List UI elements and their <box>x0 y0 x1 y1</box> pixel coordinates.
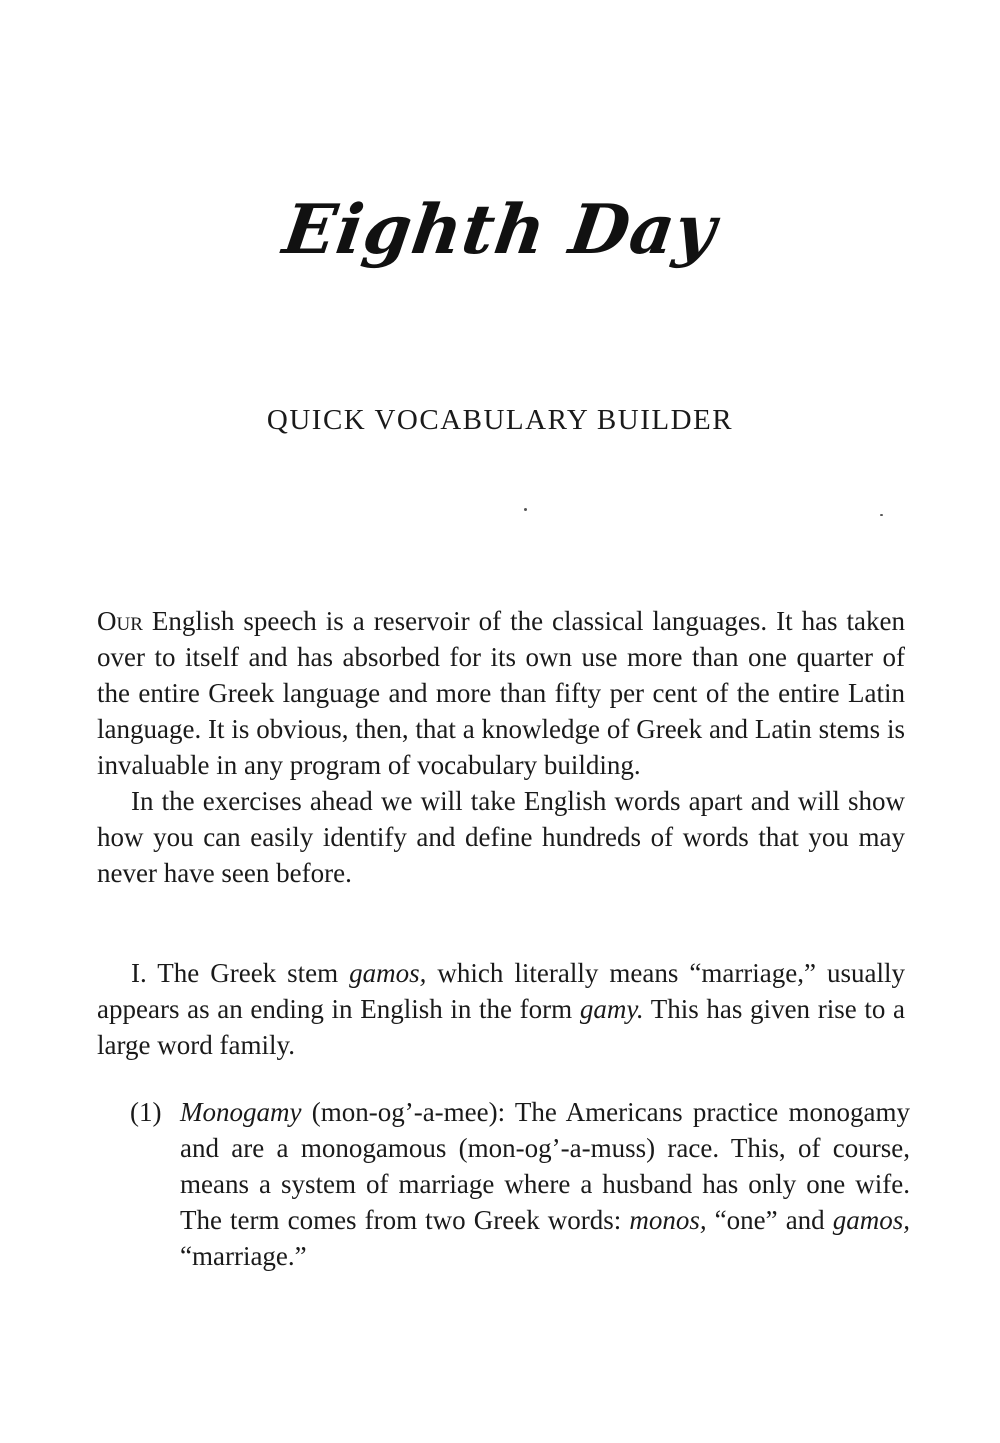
intro-paragraph-2: In the exercises ahead we will take English words apart and will show how you can easily identify and define hundreds of words that you may never have seen before. <box>97 786 905 888</box>
section-title: QUICK VOCABULARY BUILDER <box>266 404 734 436</box>
item-text-a: (mon-og’-a-mee): The Americans practice monogamy and are a monogamous (mon-og’-a-muss) race. This, of course, means a system of marriage where a husband has only one wife. The term comes from two Greek words: <box>180 1097 910 1235</box>
intro-section <box>97 603 905 891</box>
item-text-c: “marriage.” <box>180 1241 307 1271</box>
lead-word: Our <box>97 606 143 636</box>
intro-paragraph-1 <box>97 603 905 783</box>
section-one-middle: which literally means “marriage,” usually appears as an ending in English in the form <box>97 958 905 1024</box>
section-one <box>97 955 905 1063</box>
section-one-lead: I. The Greek stem <box>131 958 350 988</box>
item-word-gamos: gamos, <box>832 1205 911 1235</box>
item-number: (1) <box>130 1097 162 1127</box>
speck <box>880 514 883 516</box>
speck <box>524 508 527 511</box>
section-one-end: This has given rise to a large word family. <box>97 994 905 1060</box>
item-word: Monogamy <box>180 1097 302 1127</box>
item-text-b: “one” and <box>706 1205 833 1235</box>
stem-word: gamos, <box>349 958 427 988</box>
form-word: gamy. <box>579 994 644 1024</box>
list-item <box>130 1094 910 1274</box>
chapter-title: Eighth Day <box>278 190 722 270</box>
intro-paragraph-1-text: English speech is a reservoir of the classical languages. It has taken over to itself and has absorbed for its own use more than one quarter of the entire Greek language and more than fifty per cent of the entire Latin language. It is obvious, then, that a knowledge of Greek and Latin stems is invaluable in any program of vocabulary building. <box>97 606 905 780</box>
item-word-monos: monos, <box>629 1205 707 1235</box>
print-specks <box>0 508 1000 518</box>
section-one-paragraph <box>97 955 905 1063</box>
